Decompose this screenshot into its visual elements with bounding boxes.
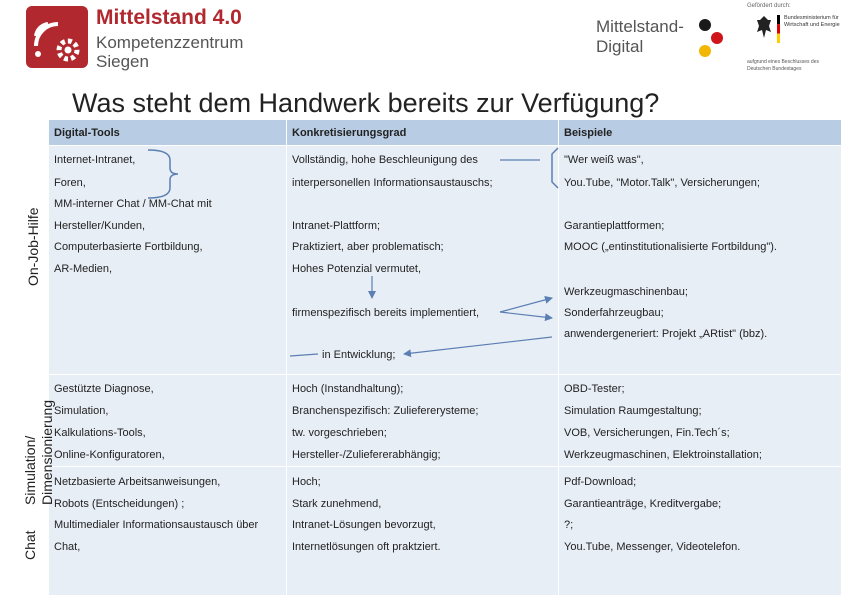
table-cell: Hoch (Instandhaltung); (292, 383, 404, 395)
mittelstand-digital-line2: Digital (596, 37, 644, 56)
table-cell: Stark zunehmend, (292, 498, 382, 510)
table-cell: Internetlösungen oft praktziert. (292, 541, 441, 553)
table-cell: Gestützte Diagnose, (54, 383, 154, 395)
ministry-label: Bundesministerium für Wirtschaft und Energie (784, 15, 840, 28)
column-header-grade: Konkretisierungsgrad (292, 127, 407, 139)
arrow-development-left (290, 354, 318, 356)
table-cell: "Wer weiß was", (564, 154, 644, 166)
page-title: Was steht dem Handwerk bereits zur Verfügung? (72, 88, 660, 118)
table-cell: Garantieanträge, Kreditvergabe; (564, 498, 722, 510)
table-cell: Vollständig, hohe Beschleunigung des (292, 154, 478, 166)
bundestag-decision-label: aufgrund eines Beschlusses des Deutschen Bundestages (747, 59, 819, 72)
bracket-left (148, 150, 178, 198)
table-cell: Foren, (54, 177, 86, 189)
table-cell: ?; (564, 519, 574, 531)
table-cell: Sonderfahrzeugbau; (564, 307, 664, 319)
table-cell: Internet-Intranet, (54, 154, 136, 166)
table-cell: Kalkulations-Tools, (54, 427, 146, 439)
funded-by-label: Gefördert durch: (747, 3, 791, 9)
side-label-simulation: Simulation/ Dimensionierung (22, 399, 55, 505)
table-cell: Praktiziert, aber problematisch; (292, 241, 444, 253)
bracket-right (552, 148, 558, 188)
table-cell: Hersteller/Kunden, (54, 220, 146, 232)
table-cell: Garantieplattformen; (564, 220, 665, 232)
mittelstand-digital-line1: Mittelstand- (596, 17, 684, 36)
table-cell: anwendergeneriert: Projekt „ARtist" (bbz). (564, 328, 768, 340)
table-cell: Computerbasierte Fortbildung, (54, 241, 203, 253)
arrow-development (404, 337, 552, 354)
side-label-job-help: On-Job-Hilfe (25, 207, 41, 286)
table-cell: Simulation Raumgestaltung; (564, 405, 702, 417)
table-cell: Online-Konfiguratoren, (54, 449, 165, 461)
logo-city: Siegen (96, 52, 149, 71)
table-cell: You.Tube, "Motor.Talk", Versicherungen; (564, 177, 760, 189)
table-cell: Hersteller-/Zuliefererabhängig; (292, 449, 441, 461)
table-cell: Werkzeugmaschinen, Elektroinstallation; (564, 449, 762, 461)
table-cell: MOOC („entinstitutionalisierte Fortbildung"). (564, 241, 777, 253)
table-cell: You.Tube, Messenger, Videotelefon. (564, 541, 741, 553)
column-header-tools: Digital-Tools (54, 127, 120, 139)
table-cell: tw. vorgeschrieben; (292, 427, 387, 439)
table-cell: Intranet-Lösungen bevorzugt, (292, 519, 436, 531)
table-cell: Hoch; (292, 476, 321, 488)
table-cell: Pdf-Download; (564, 476, 637, 488)
table-cell: Branchenspezifisch: Zuliefererysteme; (292, 405, 479, 417)
table-cell: Netzbasierte Arbeitsanweisungen, (54, 476, 221, 488)
table-cell: AR-Medien, (54, 263, 113, 275)
table-cell: in Entwicklung; (322, 349, 396, 361)
side-label-chat: Chat (22, 530, 38, 560)
table-cell: Robots (Entscheidungen) ; (54, 498, 185, 510)
table-cell: firmenspezifisch bereits implementiert, (292, 307, 480, 319)
table-cell: Multimedialer Informationsaustausch über (54, 519, 259, 531)
table-cell: Simulation, (54, 405, 109, 417)
table-cell: Hohes Potenzial vermutet, (292, 263, 422, 275)
table-cell: OBD-Tester; (564, 383, 625, 395)
table-cell: Intranet-Plattform; (292, 220, 381, 232)
table-cell: VOB, Versicherungen, Fin.Tech´s; (564, 427, 730, 439)
column-header-examples: Beispiele (564, 127, 613, 139)
logo-subtitle: Kompetenzzentrum (96, 33, 244, 52)
table-cell: Werkzeugmaschinenbau; (564, 286, 688, 298)
logo-title: Mittelstand 4.0 (96, 6, 242, 29)
table-cell: Chat, (54, 541, 81, 553)
table-cell: interpersonellen Informationsaustauschs; (292, 177, 493, 189)
table-cell: MM-interner Chat / MM-Chat mit (54, 198, 212, 210)
arrow-col3 (500, 312, 552, 318)
arrow-col3 (500, 298, 552, 312)
